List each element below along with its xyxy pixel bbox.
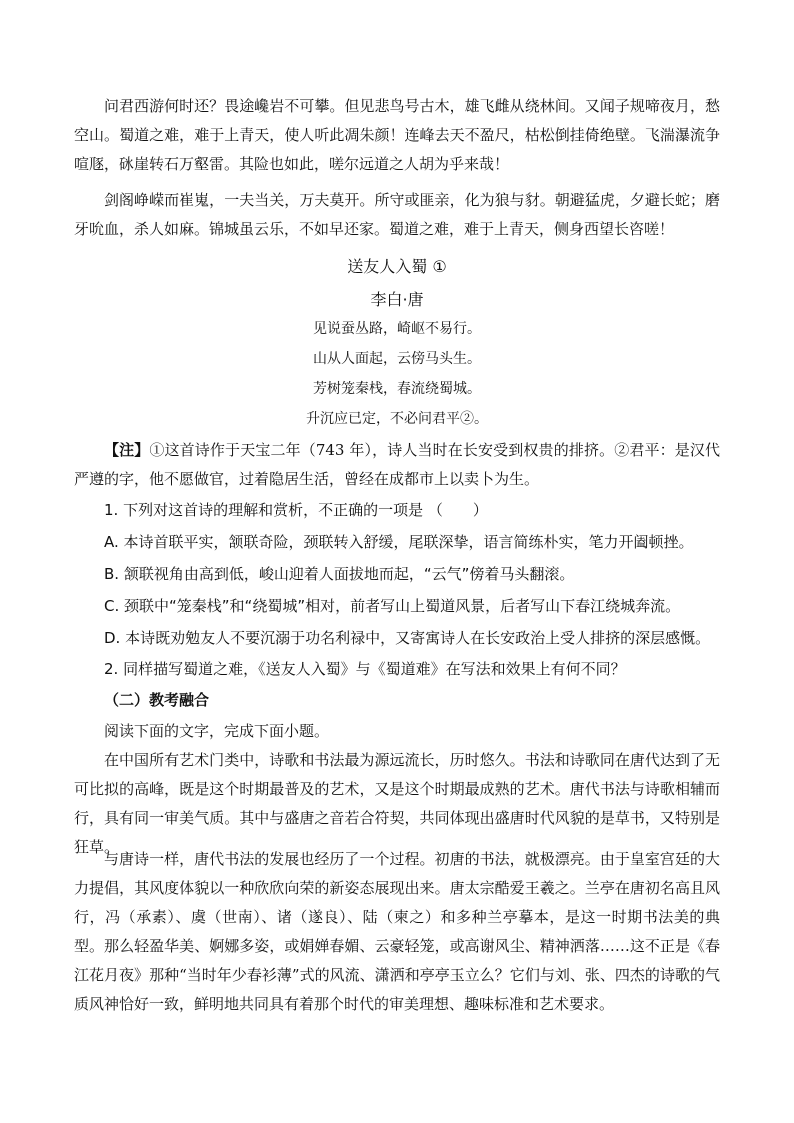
section-instruction: 阅读下面的文字，完成下面小题。 — [104, 722, 330, 740]
poem-line-2: 山从人面起，云傍马头生。 — [313, 351, 481, 367]
question-1: 1. 下列对这首诗的理解和赏析，不正确的一项是 （ ） — [104, 501, 488, 519]
passage-shudao-paragraph-2: 剑阁峥嵘而崔嵬，一夫当关，万夫莫开。所守或匪亲，化为狼与豺。朝避猛虎，夕避长蛇；磨牙吮血，杀人如麻。锦城虽云乐，不如早还家。蜀道之难，难于上青天，侧身西望长咨嗟！ — [74, 191, 720, 238]
option-c: C. 颈联中“笼秦栈”和“绕蜀城”相对，前者写山上蜀道风景，后者写山下春江绕城奔流。 — [104, 597, 681, 615]
poem-title: 送友人入蜀 ① — [347, 257, 447, 276]
option-b: B. 颔联视角由高到低，峻山迎着人面拔地而起，“云气”傍着马头翻滚。 — [104, 565, 575, 583]
question-2: 2. 同样描写蜀道之难，《送友人入蜀》与《蜀道难》在写法和效果上有何不同？ — [104, 660, 626, 678]
poem-note — [74, 436, 720, 494]
essay-paragraph-2: 与唐诗一样，唐代书法的发展也经历了一个过程。初唐的书法，就极漂亮。由于皇室宫廷的大力提倡，其风度体貌以一种欣欣向荣的新姿态展现出来。唐太宗酷爱王羲之。兰亭在唐初名高且风行，冯（承素）、虞（世南）、诸（遂良）、陆（柬之）和多种兰亭摹本，是这一时期书法美的典型。那么轻盈华美、婀娜多姿，或娟婵春媚、云豪轻笼，或高谢风尘、精神洒落……这不正是《春江花月夜》那种“当时年少春衫薄”式的风流、潇洒和亭亭玉立么？它们与刘、张、四杰的诗歌的气质风神恰好一致，鲜明地共同具有着那个时代的审美理想、趣味标准和艺术要求。 — [74, 850, 720, 1013]
poem-author: 李白·唐 — [370, 290, 424, 309]
section-heading: （二）教考融合 — [104, 691, 210, 709]
poem-line-1: 见说蚕丛路，崎岖不易行。 — [313, 321, 481, 337]
option-a: A. 本诗首联平实，颔联奇险，颈联转入舒缓，尾联深挚，语言简练朴实，笔力开阖顿挫。 — [104, 533, 694, 551]
note-label: 【注】 — [104, 441, 150, 459]
poem-line-4: 升沉应已定，不必问君平②。 — [306, 411, 488, 427]
option-d: D. 本诗既劝勉友人不要沉溺于功名利禄中，又寄寓诗人在长安政治上受人排挤的深层感慨。 — [104, 629, 711, 647]
note-text: ①这首诗作于天宝二年（743 年），诗人当时在长安受到权贵的排挤。②君平：是汉代严遵的字，他不愿做官，过着隐居生活，曾经在成都市上以卖卜为生。 — [74, 441, 720, 488]
poem-line-3: 芳树笼秦栈，春流绕蜀城。 — [313, 381, 481, 397]
essay-paragraph-1: 在中国所有艺术门类中，诗歌和书法最为源远流长，历时悠久。书法和诗歌同在唐代达到了无可比拟的高峰，既是这个时期最普及的艺术，又是这个时期最成熟的艺术。唐代书法与诗歌相辅而行，具有同一审美气质。其中与盛唐之音若合符契，共同体现出盛唐时代风貌的是草书，又特别是狂草。 — [74, 751, 720, 856]
passage-shudao-paragraph-1: 问君西游何时还？畏途巉岩不可攀。但见悲鸟号古木，雄飞雌从绕林间。又闻子规啼夜月，愁空山。蜀道之难，难于上青天，使人听此凋朱颜！连峰去天不盈尺，枯松倒挂倚绝壁。飞湍瀑流争喧豗，砯崖转石万壑雷。其险也如此，嗟尔远道之人胡为乎来哉！ — [74, 97, 720, 173]
